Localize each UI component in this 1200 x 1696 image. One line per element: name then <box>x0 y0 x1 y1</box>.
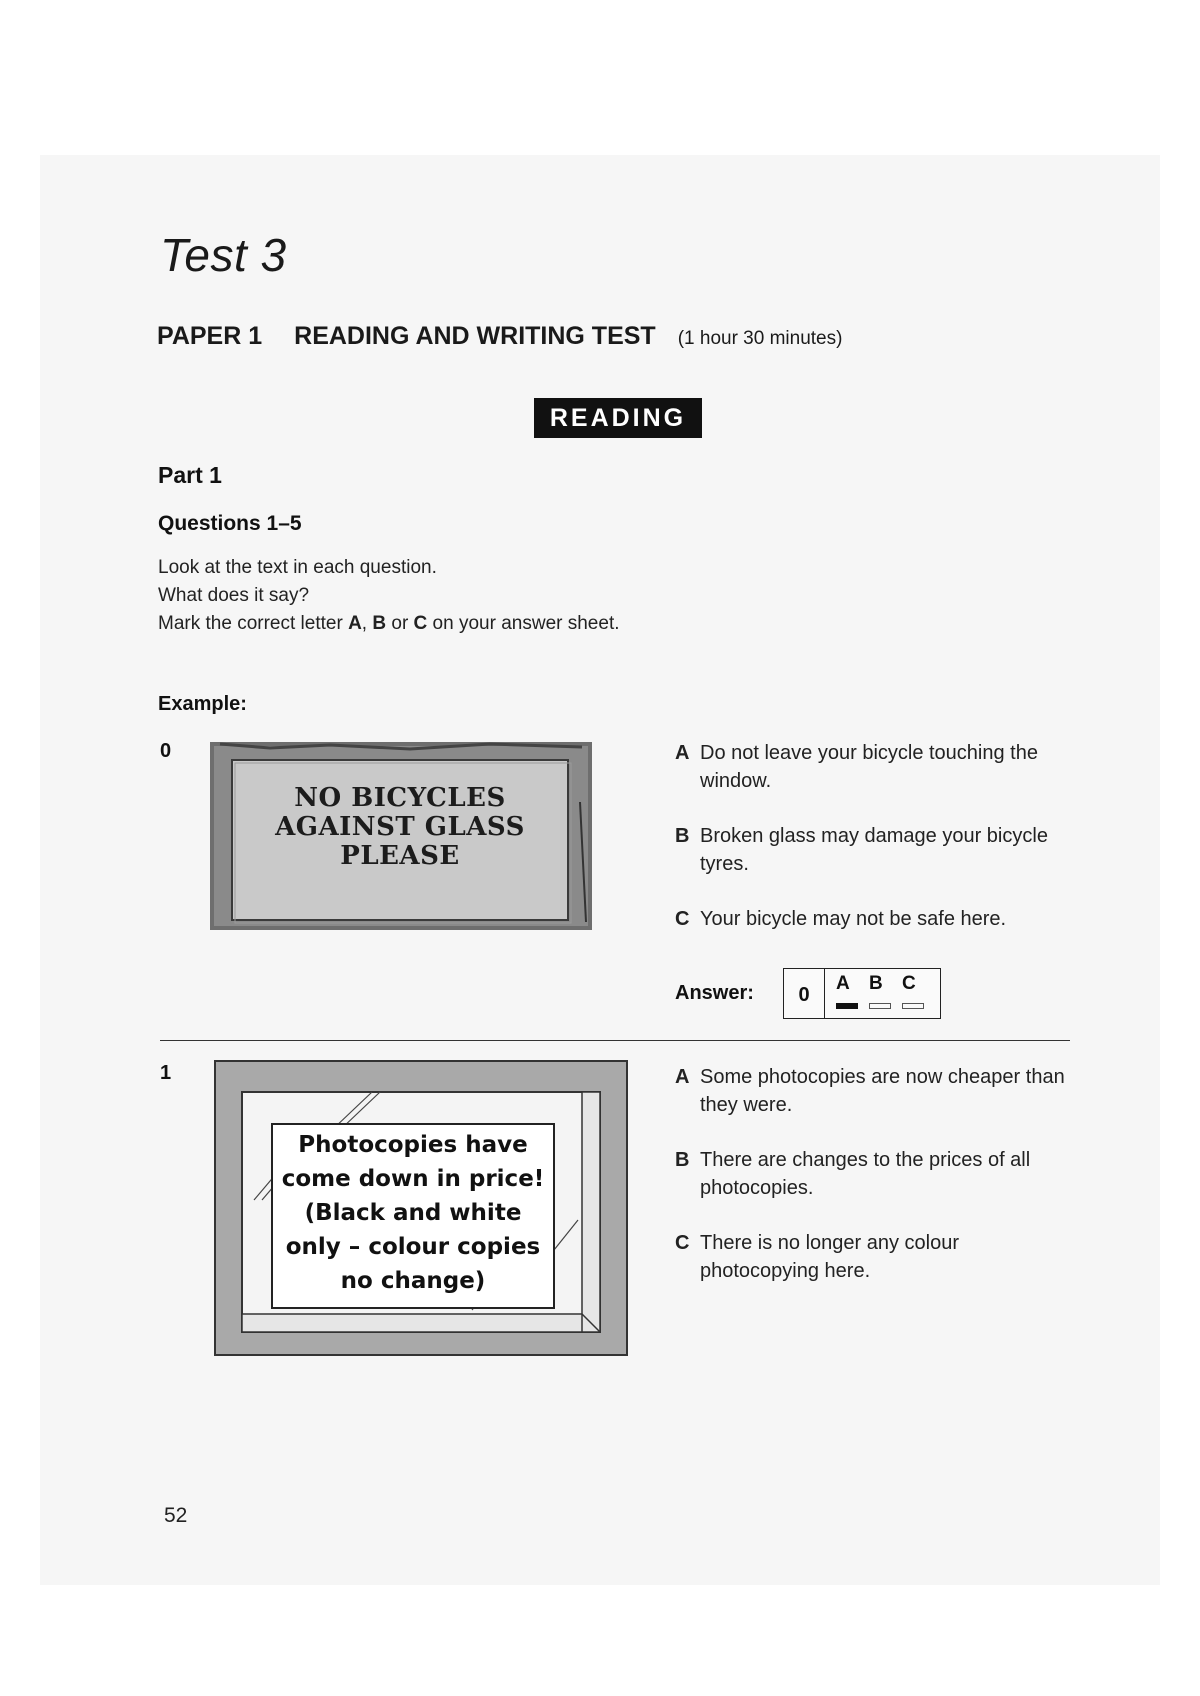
option-letter: B <box>675 825 690 847</box>
option-text: Your bicycle may not be safe here. <box>700 908 1007 930</box>
option-text: Do not leave your bicycle touching the window. <box>700 742 1038 792</box>
instruction-line: Look at the text in each question. <box>158 557 437 578</box>
option-letter: A <box>675 1066 690 1088</box>
question-1-number: 1 <box>160 1062 172 1084</box>
option-text: Some photocopies are now cheaper than they were. <box>700 1066 1065 1116</box>
option-letter: C <box>675 908 690 930</box>
option-text: There is no longer any colour photocopying here. <box>700 1232 960 1282</box>
example-option-a[interactable] <box>675 739 1075 795</box>
reading-section-banner: READING <box>534 398 702 438</box>
paper-heading <box>157 322 842 351</box>
section-divider <box>160 1040 1070 1041</box>
page-number: 52 <box>164 1504 188 1527</box>
paper-label: PAPER 1 <box>157 322 263 350</box>
question-1-option-c[interactable] <box>675 1229 1075 1285</box>
test-title: Test 3 <box>160 229 287 281</box>
answer-box <box>783 968 941 1019</box>
instruction-line: What does it say? <box>158 585 310 606</box>
option-text: Broken glass may damage your bicycle tyres. <box>700 825 1048 875</box>
answer-letter-a: A <box>836 973 850 994</box>
example-sign-image <box>210 742 592 930</box>
paper-title: READING AND WRITING TEST <box>294 322 656 350</box>
answer-letters <box>836 973 935 995</box>
answer-label: Answer: <box>675 982 754 1004</box>
answer-letter-b: B <box>869 973 883 994</box>
answer-mark-a <box>836 1003 858 1009</box>
example-sign-text: NO BICYCLES AGAINST GLASS PLEASE <box>275 783 525 871</box>
example-question-number: 0 <box>160 740 172 762</box>
option-letter: A <box>675 742 690 764</box>
questions-heading: Questions 1–5 <box>158 512 302 535</box>
part-heading: Part 1 <box>158 462 222 488</box>
instructions <box>158 554 620 638</box>
option-letter: B <box>675 1149 690 1171</box>
option-text: There are changes to the prices of all photocopies. <box>700 1149 1031 1199</box>
question-1-option-b[interactable] <box>675 1146 1075 1202</box>
answer-question-number: 0 <box>784 969 825 1018</box>
question-1-sign-text: Photocopies have come down in price! (Black and white only – colour copies no change) <box>281 1132 545 1294</box>
option-letter: C <box>675 1232 690 1254</box>
answer-mark-c <box>902 1003 924 1009</box>
answer-mark-b <box>869 1003 891 1009</box>
paper-duration: (1 hour 30 minutes) <box>677 328 843 349</box>
example-option-c[interactable] <box>675 905 1075 933</box>
instruction-line: Mark the correct letter A, B or C on your answer sheet. <box>158 613 620 634</box>
question-1-sign-image <box>214 1060 628 1356</box>
question-1-option-a[interactable] <box>675 1063 1075 1119</box>
answer-letter-c: C <box>902 973 916 994</box>
example-label: Example: <box>158 693 247 715</box>
example-option-b[interactable] <box>675 822 1075 878</box>
